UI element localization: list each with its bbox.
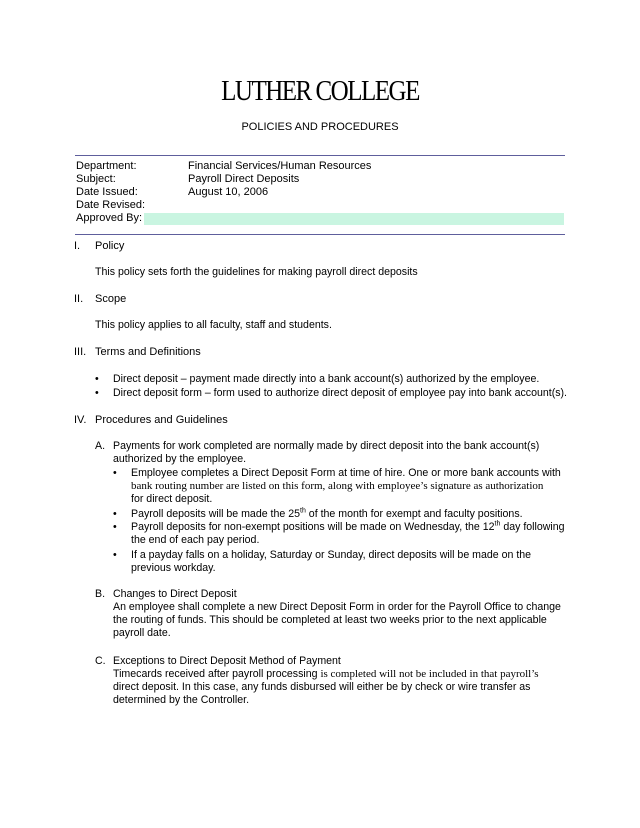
text-run: of the month for exempt and faculty positions. (305, 508, 523, 520)
department-row (76, 160, 564, 173)
revised-row (76, 199, 564, 212)
subsection-text (113, 668, 563, 707)
subject-label: Subject: (76, 173, 116, 185)
approved-by-field[interactable] (144, 213, 564, 225)
document-subtitle: POLICIES AND PROCEDURES (241, 121, 399, 133)
subsection-letter: B. (95, 588, 106, 600)
subject-row (76, 173, 564, 186)
approved-row (76, 212, 564, 225)
bullet-icon: • (95, 373, 99, 385)
section-number: I. (74, 240, 81, 252)
list-item-text (131, 467, 568, 506)
section-number: III. (74, 346, 87, 358)
text-run: is completed will not be included in that payroll’s (320, 668, 539, 680)
department-value: Financial Services/Human Resources (188, 160, 372, 172)
text-run: Timecards received after payroll processing (113, 668, 321, 680)
text-line: Employee completes a Direct Deposit Form at time of hire. One or more bank accounts with (131, 467, 561, 479)
subsection-title: Changes to Direct Deposit (113, 588, 237, 600)
bullet-icon: • (113, 549, 117, 561)
bullet-icon: • (113, 508, 117, 520)
scope-text: This policy applies to all faculty, staff and students. (95, 319, 332, 331)
bullet-icon: • (113, 467, 117, 479)
revised-label: Date Revised: (76, 199, 146, 211)
issued-value: August 10, 2006 (188, 186, 269, 198)
ordinal-suffix: th (494, 520, 501, 528)
section-heading: Scope (95, 293, 127, 305)
subsection-letter: C. (95, 655, 106, 667)
section-heading: Policy (95, 240, 125, 252)
text-run: day following the end of each pay period. (131, 521, 565, 546)
subsection-text: Payments for work completed are normally made by direct deposit into the bank account(s) authorized by the employee. (113, 440, 540, 465)
approved-label: Approved By: (76, 212, 143, 224)
section-number: IV. (74, 414, 87, 426)
text-line: bank routing number are listed on this form, along with employee’s signature as authorization (131, 480, 544, 492)
list-item-text (131, 521, 568, 547)
bottom-divider (75, 234, 565, 235)
subsection-title: Exceptions to Direct Deposit Method of Payment (113, 655, 341, 667)
bullet-icon: • (95, 387, 99, 399)
issued-row (76, 186, 564, 199)
subsection-text: An employee shall complete a new Direct Deposit Form in order for the Payroll Office to change the routing of funds. This should be completed at least two weeks prior to the next applicable payroll date. (113, 601, 561, 639)
top-divider (75, 155, 565, 156)
subject-value: Payroll Direct Deposits (188, 173, 300, 185)
subsection-letter: A. (95, 440, 106, 452)
bullet-icon: • (113, 521, 117, 533)
definition-text: Direct deposit form – form used to authorize direct deposit of employee pay into bank account(s). (113, 387, 567, 399)
text-run: Payroll deposits will be made the 25 (131, 508, 301, 520)
section-number: II. (74, 293, 84, 305)
text-run: Payroll deposits for non-exempt positions will be made on Wednesday, the 12 (131, 521, 495, 533)
text-line: for direct deposit. (131, 493, 213, 505)
section-heading: Terms and Definitions (95, 346, 201, 358)
college-logo: LUTHER COLLEGE (221, 76, 419, 107)
text-run: direct deposit. In this case, any funds disbursed will either be by check or wire transfer as determined by the Controller. (113, 681, 531, 706)
list-item-text (131, 508, 568, 521)
definition-text: Direct deposit – payment made directly into a bank account(s) authorized by the employee. (113, 373, 540, 385)
issued-label: Date Issued: (76, 186, 138, 198)
list-item-text: If a payday falls on a holiday, Saturday or Sunday, direct deposits will be made on the previous workday. (131, 549, 532, 574)
ordinal-suffix: th (300, 507, 306, 515)
policy-text: This policy sets forth the guidelines for making payroll direct deposits (95, 266, 418, 278)
department-label: Department: (76, 160, 137, 172)
section-heading: Procedures and Guidelines (95, 414, 228, 426)
